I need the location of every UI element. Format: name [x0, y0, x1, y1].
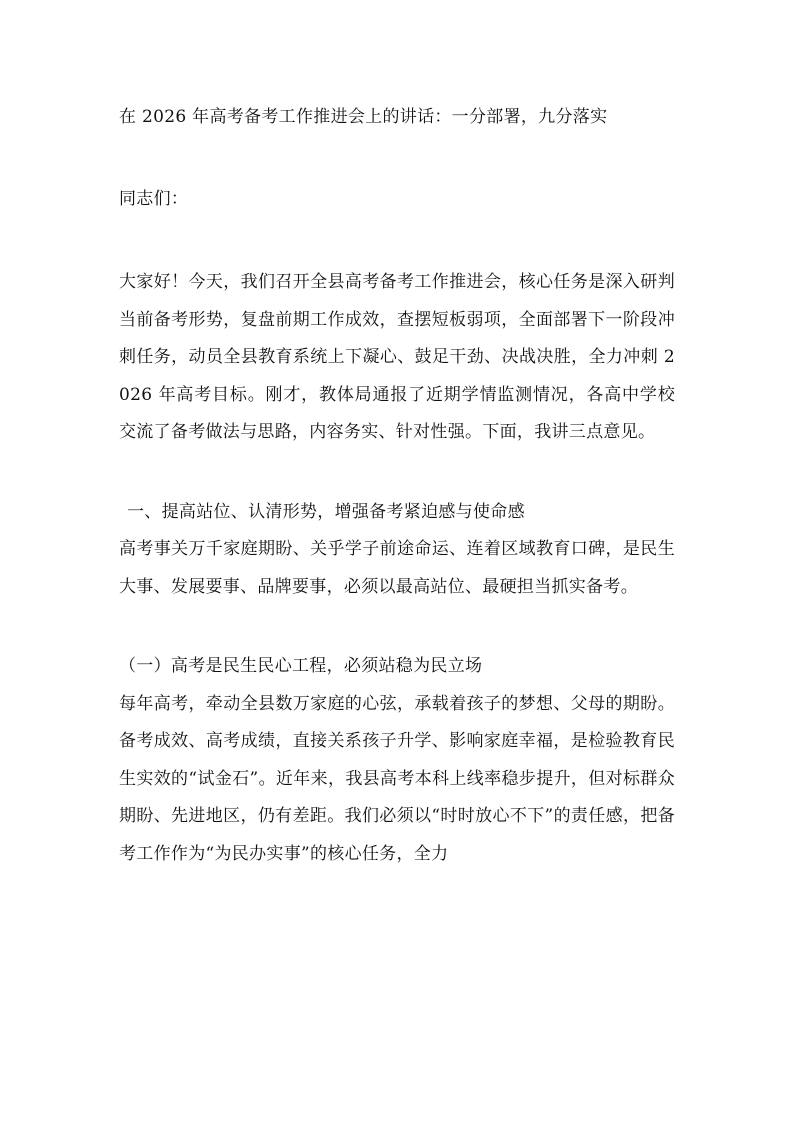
subsection-1-heading: （一）高考是民生民心工程，必须站稳为民立场 — [119, 656, 483, 676]
section-1-body: 高考事关万千家庭期盼、关乎学子前途命运、连着区域教育口碑，是民生大事、发展要事、品牌要事，必须以最高站位、最硬担当抓实备考。 — [119, 539, 675, 597]
salutation: 同志们： — [119, 188, 189, 209]
speech-title: 在 2026 年高考备考工作推进会上的讲话：一分部署，九分落实 — [119, 107, 608, 127]
document-content — [119, 99, 675, 873]
intro-paragraph: 大家好！今天，我们召开全县高考备考工作推进会，核心任务是深入研判当前备考形势，复盘前期工作成效，查摆短板弱项，全面部署下一阶段冲刺任务，动员全县教育系统上下凝心、鼓足干劲、决战决胜，全力冲刺 2026 年高考目标。刚才，教体局通报了近期学情监测情况，各高中学校交流了备考做法与思路，内容务实、针对性强。下面，我讲三点意见。 — [119, 272, 675, 442]
subsection-1-body: 每年高考，牵动全县数万家庭的心弦，承载着孩子的梦想、父母的期盼。备考成效、高考成绩，直接关系孩子升学、影响家庭幸福，是检验教育民生实效的“试金石”。近年来，我县高考本科上线率稳步提升，但对标群众期盼、先进地区，仍有差距。我们必须以“时时放心不下”的责任感，把备考工作作为“为民办实事”的核心任务，全力 — [119, 693, 675, 864]
section-1-heading: 一、提高站位、认清形势，增强备考紧迫感与使命感 — [127, 501, 525, 522]
